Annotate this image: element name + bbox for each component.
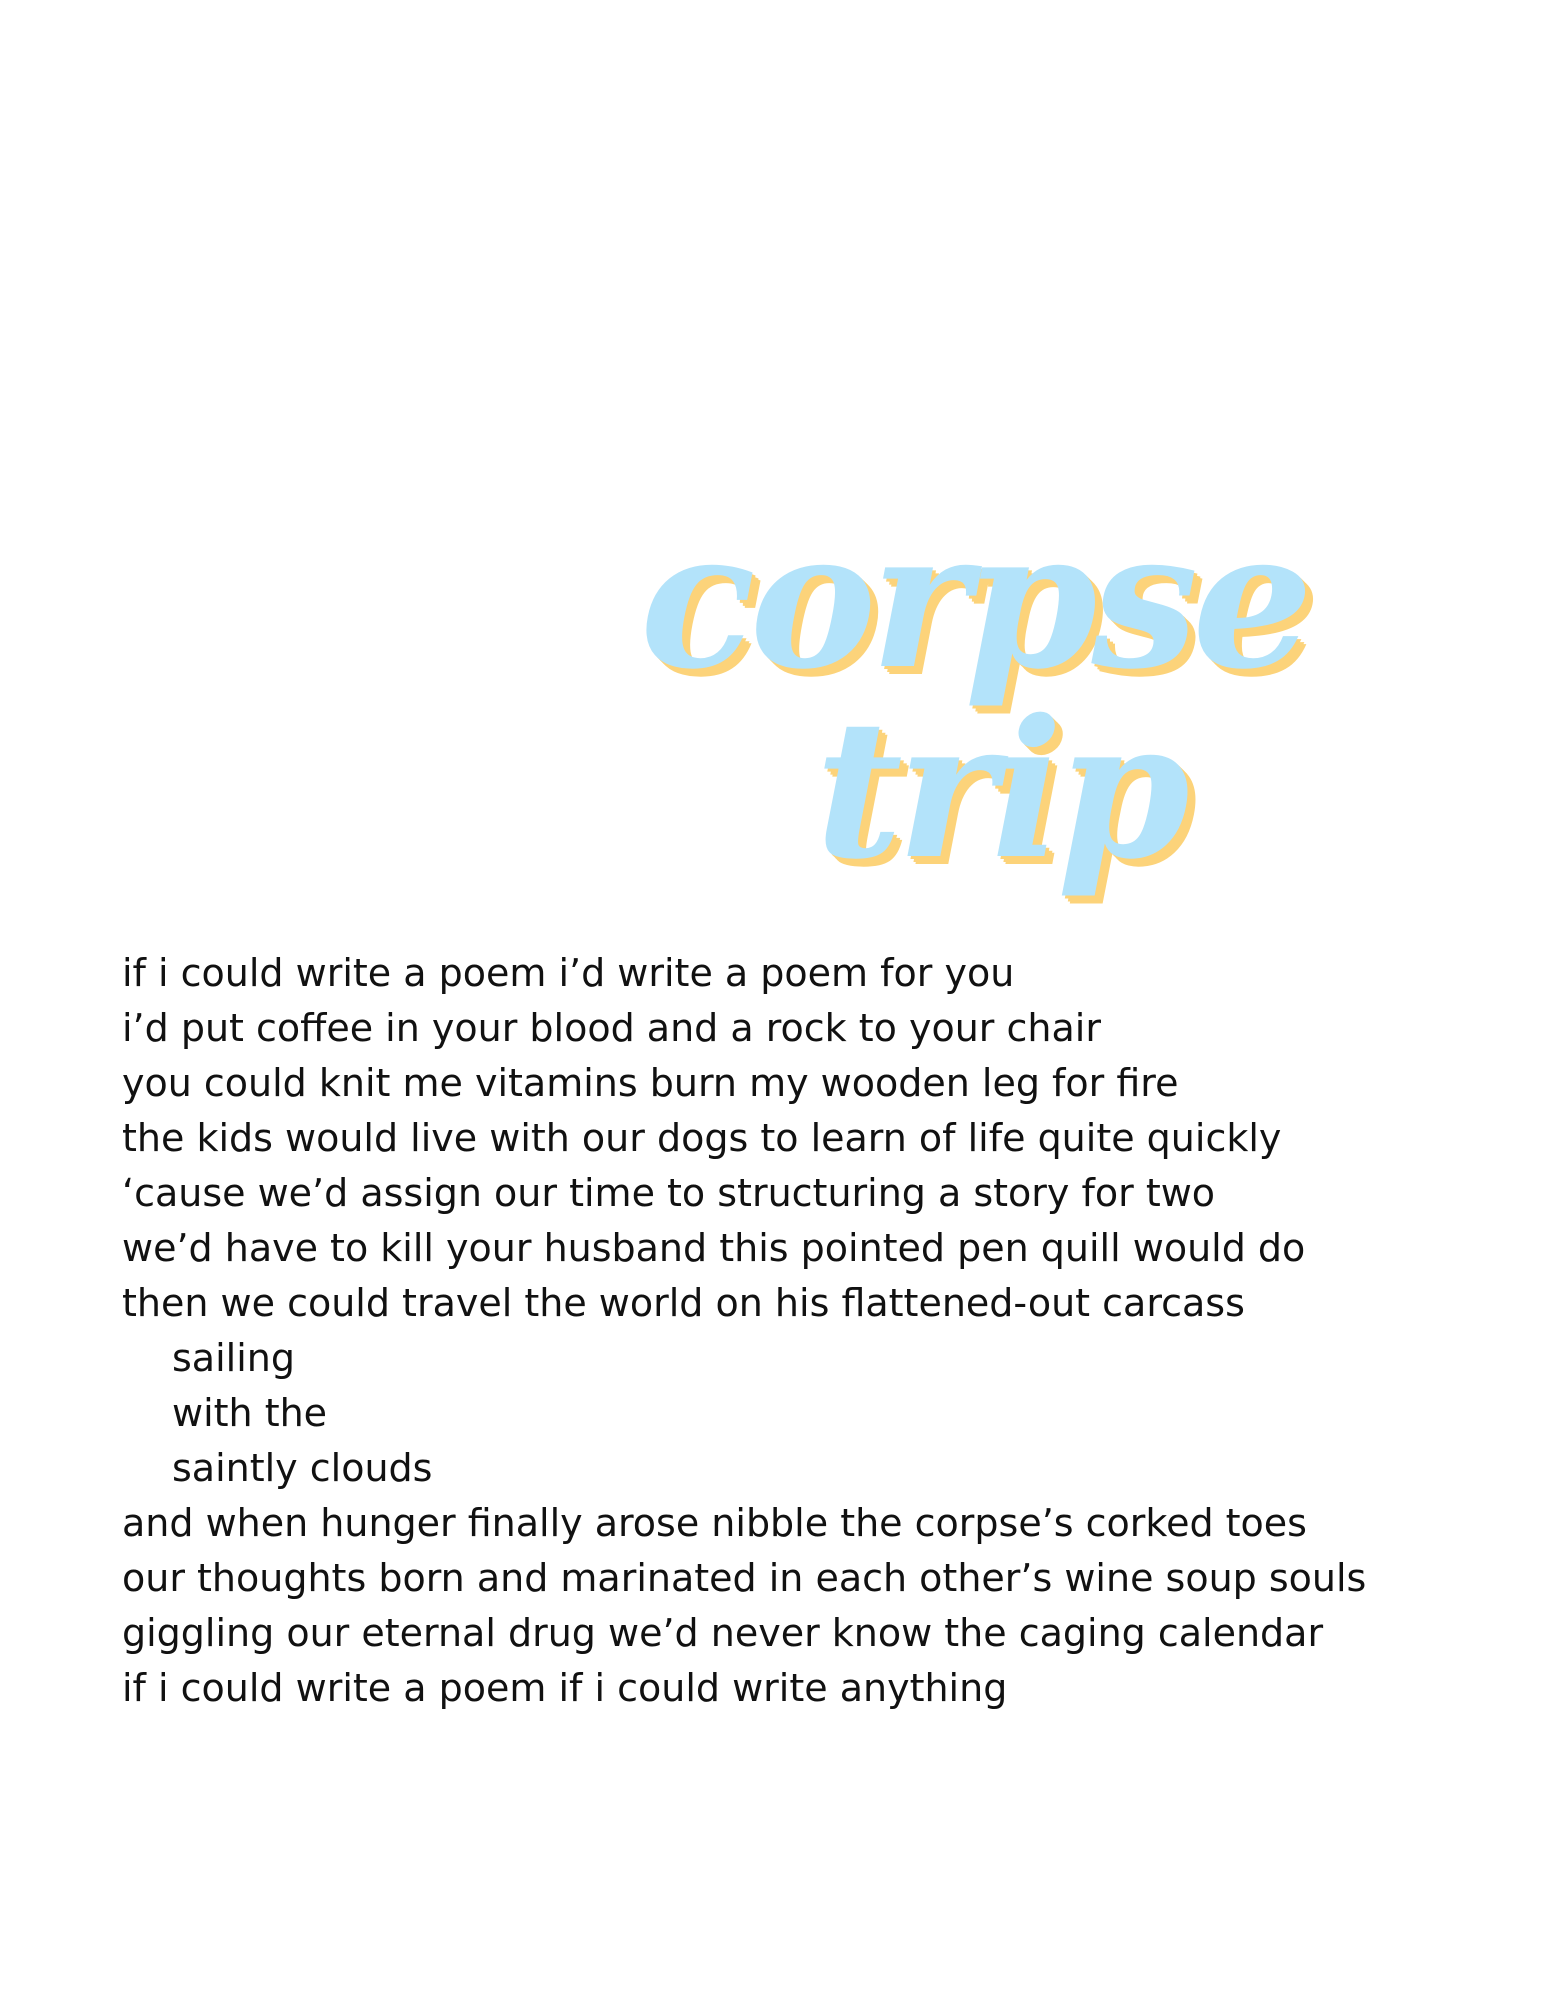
title-line-2: trip — [815, 678, 1184, 901]
poem-line: if i could write a poem if i could write anything — [122, 1666, 1008, 1710]
poem-body — [122, 946, 1482, 1716]
poem-line: our thoughts born and marinated in each other’s wine soup souls — [122, 1556, 1367, 1600]
poem-line: ‘cause we’d assign our time to structuring a story for two — [122, 1171, 1216, 1215]
poem-line-indented: sailing — [172, 1336, 295, 1380]
poem-line: you could knit me vitamins burn my wooden leg for fire — [122, 1061, 1179, 1105]
poem-line-indented: saintly clouds — [172, 1446, 433, 1490]
poem-line: if i could write a poem i’d write a poem for you — [122, 951, 1015, 995]
poem-line: and when hunger finally arose nibble the corpse’s corked toes — [122, 1501, 1307, 1545]
title-line-1: corpse — [640, 488, 1308, 711]
poem-line: the kids would live with our dogs to learn of life quite quickly — [122, 1116, 1282, 1160]
poem-line: we’d have to kill your husband this pointed pen quill would do — [122, 1226, 1306, 1270]
poem-line: then we could travel the world on his flattened-out carcass — [122, 1281, 1245, 1325]
poem-line: giggling our eternal drug we’d never know the caging calendar — [122, 1611, 1324, 1655]
poem-line: i’d put coffee in your blood and a rock to your chair — [122, 1006, 1101, 1050]
poem-line-indented: with the — [172, 1391, 328, 1435]
